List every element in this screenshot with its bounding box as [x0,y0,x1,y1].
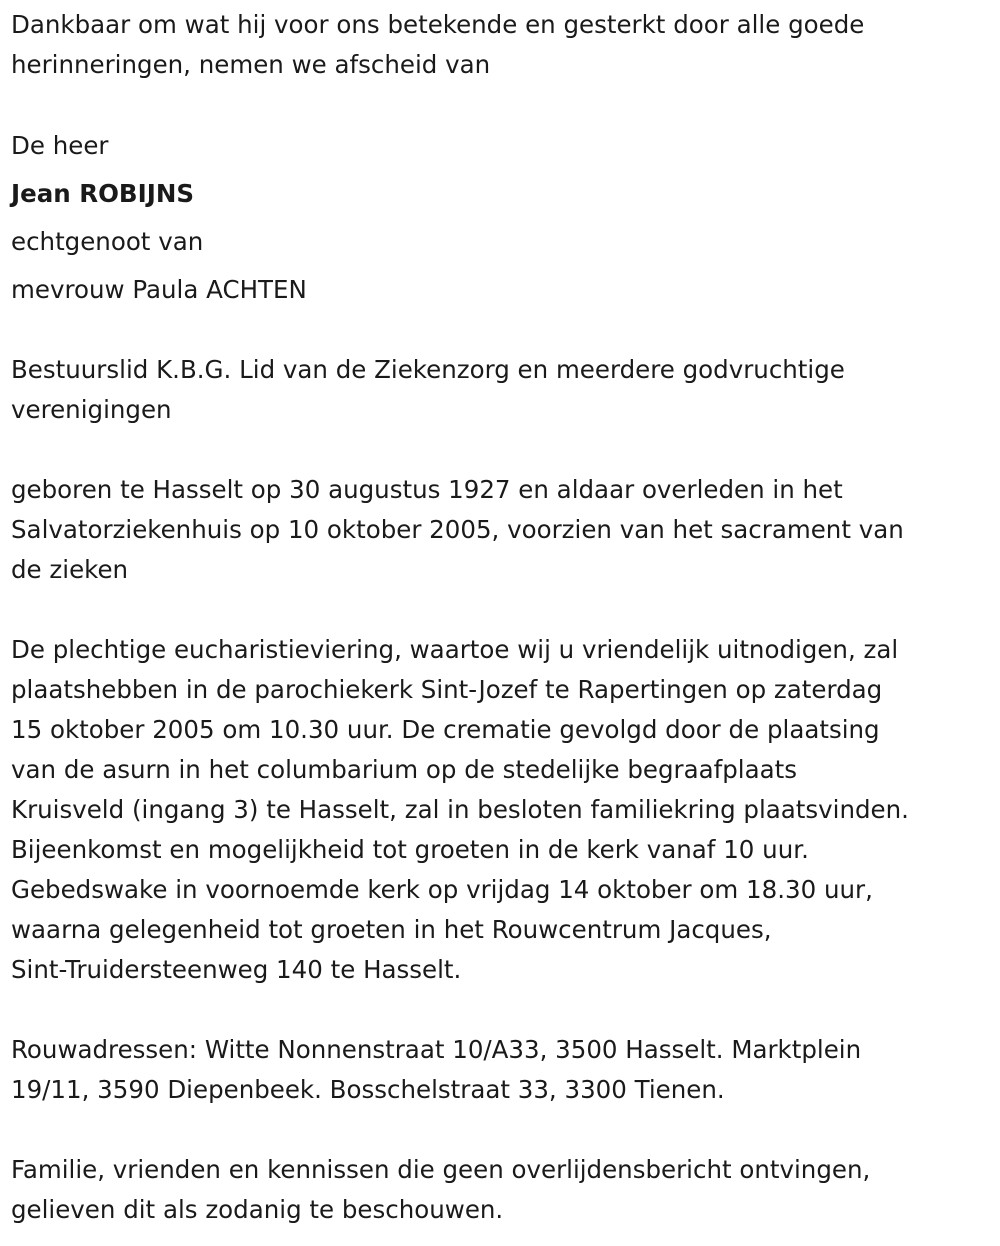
title-prefix: De heer [11,131,109,160]
text-line: Salvatorziekenhuis op 10 oktober 2005, voorzien van het sacrament van [11,515,904,544]
text-line: Sint-Truidersteenweg 140 te Hasselt. [11,955,462,984]
memberships-paragraph [11,350,845,430]
life-paragraph [11,470,904,590]
text-line: plaatshebben in de parochiekerk Sint-Jozef te Rapertingen op zaterdag [11,675,883,704]
text-line: gelieven dit als zodanig te beschouwen. [11,1195,504,1224]
closing-paragraph [11,1150,870,1230]
text-line: Gebedswake in voornoemde kerk op vrijdag 14 oktober om 18.30 uur, [11,875,873,904]
text-line: waarna gelegenheid tot groeten in het Rouwcentrum Jacques, [11,915,772,944]
spouse-name: mevrouw Paula ACHTEN [11,275,307,304]
text-line: Rouwadressen: Witte Nonnenstraat 10/A33, 3500 Hasselt. Marktplein [11,1035,862,1064]
text-line: Bestuurslid K.B.G. Lid van de Ziekenzorg en meerdere godvruchtige [11,355,845,384]
text-line: Kruisveld (ingang 3) te Hasselt, zal in besloten familiekring plaatsvinden. [11,795,909,824]
text-line: 19/11, 3590 Diepenbeek. Bosschelstraat 33, 3300 Tienen. [11,1075,725,1104]
addresses-paragraph [11,1030,861,1110]
intro-paragraph [11,5,864,85]
text-line: herinneringen, nemen we afscheid van [11,50,491,79]
text-line: Bijeenkomst en mogelijkheid tot groeten in de kerk vanaf 10 uur. [11,835,809,864]
deceased-name: Jean ROBIJNS [11,179,194,208]
ceremony-paragraph [11,630,909,990]
text-line: van de asurn in het columbarium op de stedelijke begraafplaats [11,755,797,784]
text-line: De plechtige eucharistieviering, waartoe wij u vriendelijk uitnodigen, zal [11,635,899,664]
deceased-header [11,122,307,314]
text-line: Dankbaar om wat hij voor ons betekende en gesterkt door alle goede [11,10,865,39]
spouse-label: echtgenoot van [11,227,204,256]
text-line: verenigingen [11,395,172,424]
text-line: geboren te Hasselt op 30 augustus 1927 en aldaar overleden in het [11,475,843,504]
text-line: 15 oktober 2005 om 10.30 uur. De crematie gevolgd door de plaatsing [11,715,880,744]
text-line: Familie, vrienden en kennissen die geen overlijdensbericht ontvingen, [11,1155,871,1184]
text-line: de zieken [11,555,129,584]
